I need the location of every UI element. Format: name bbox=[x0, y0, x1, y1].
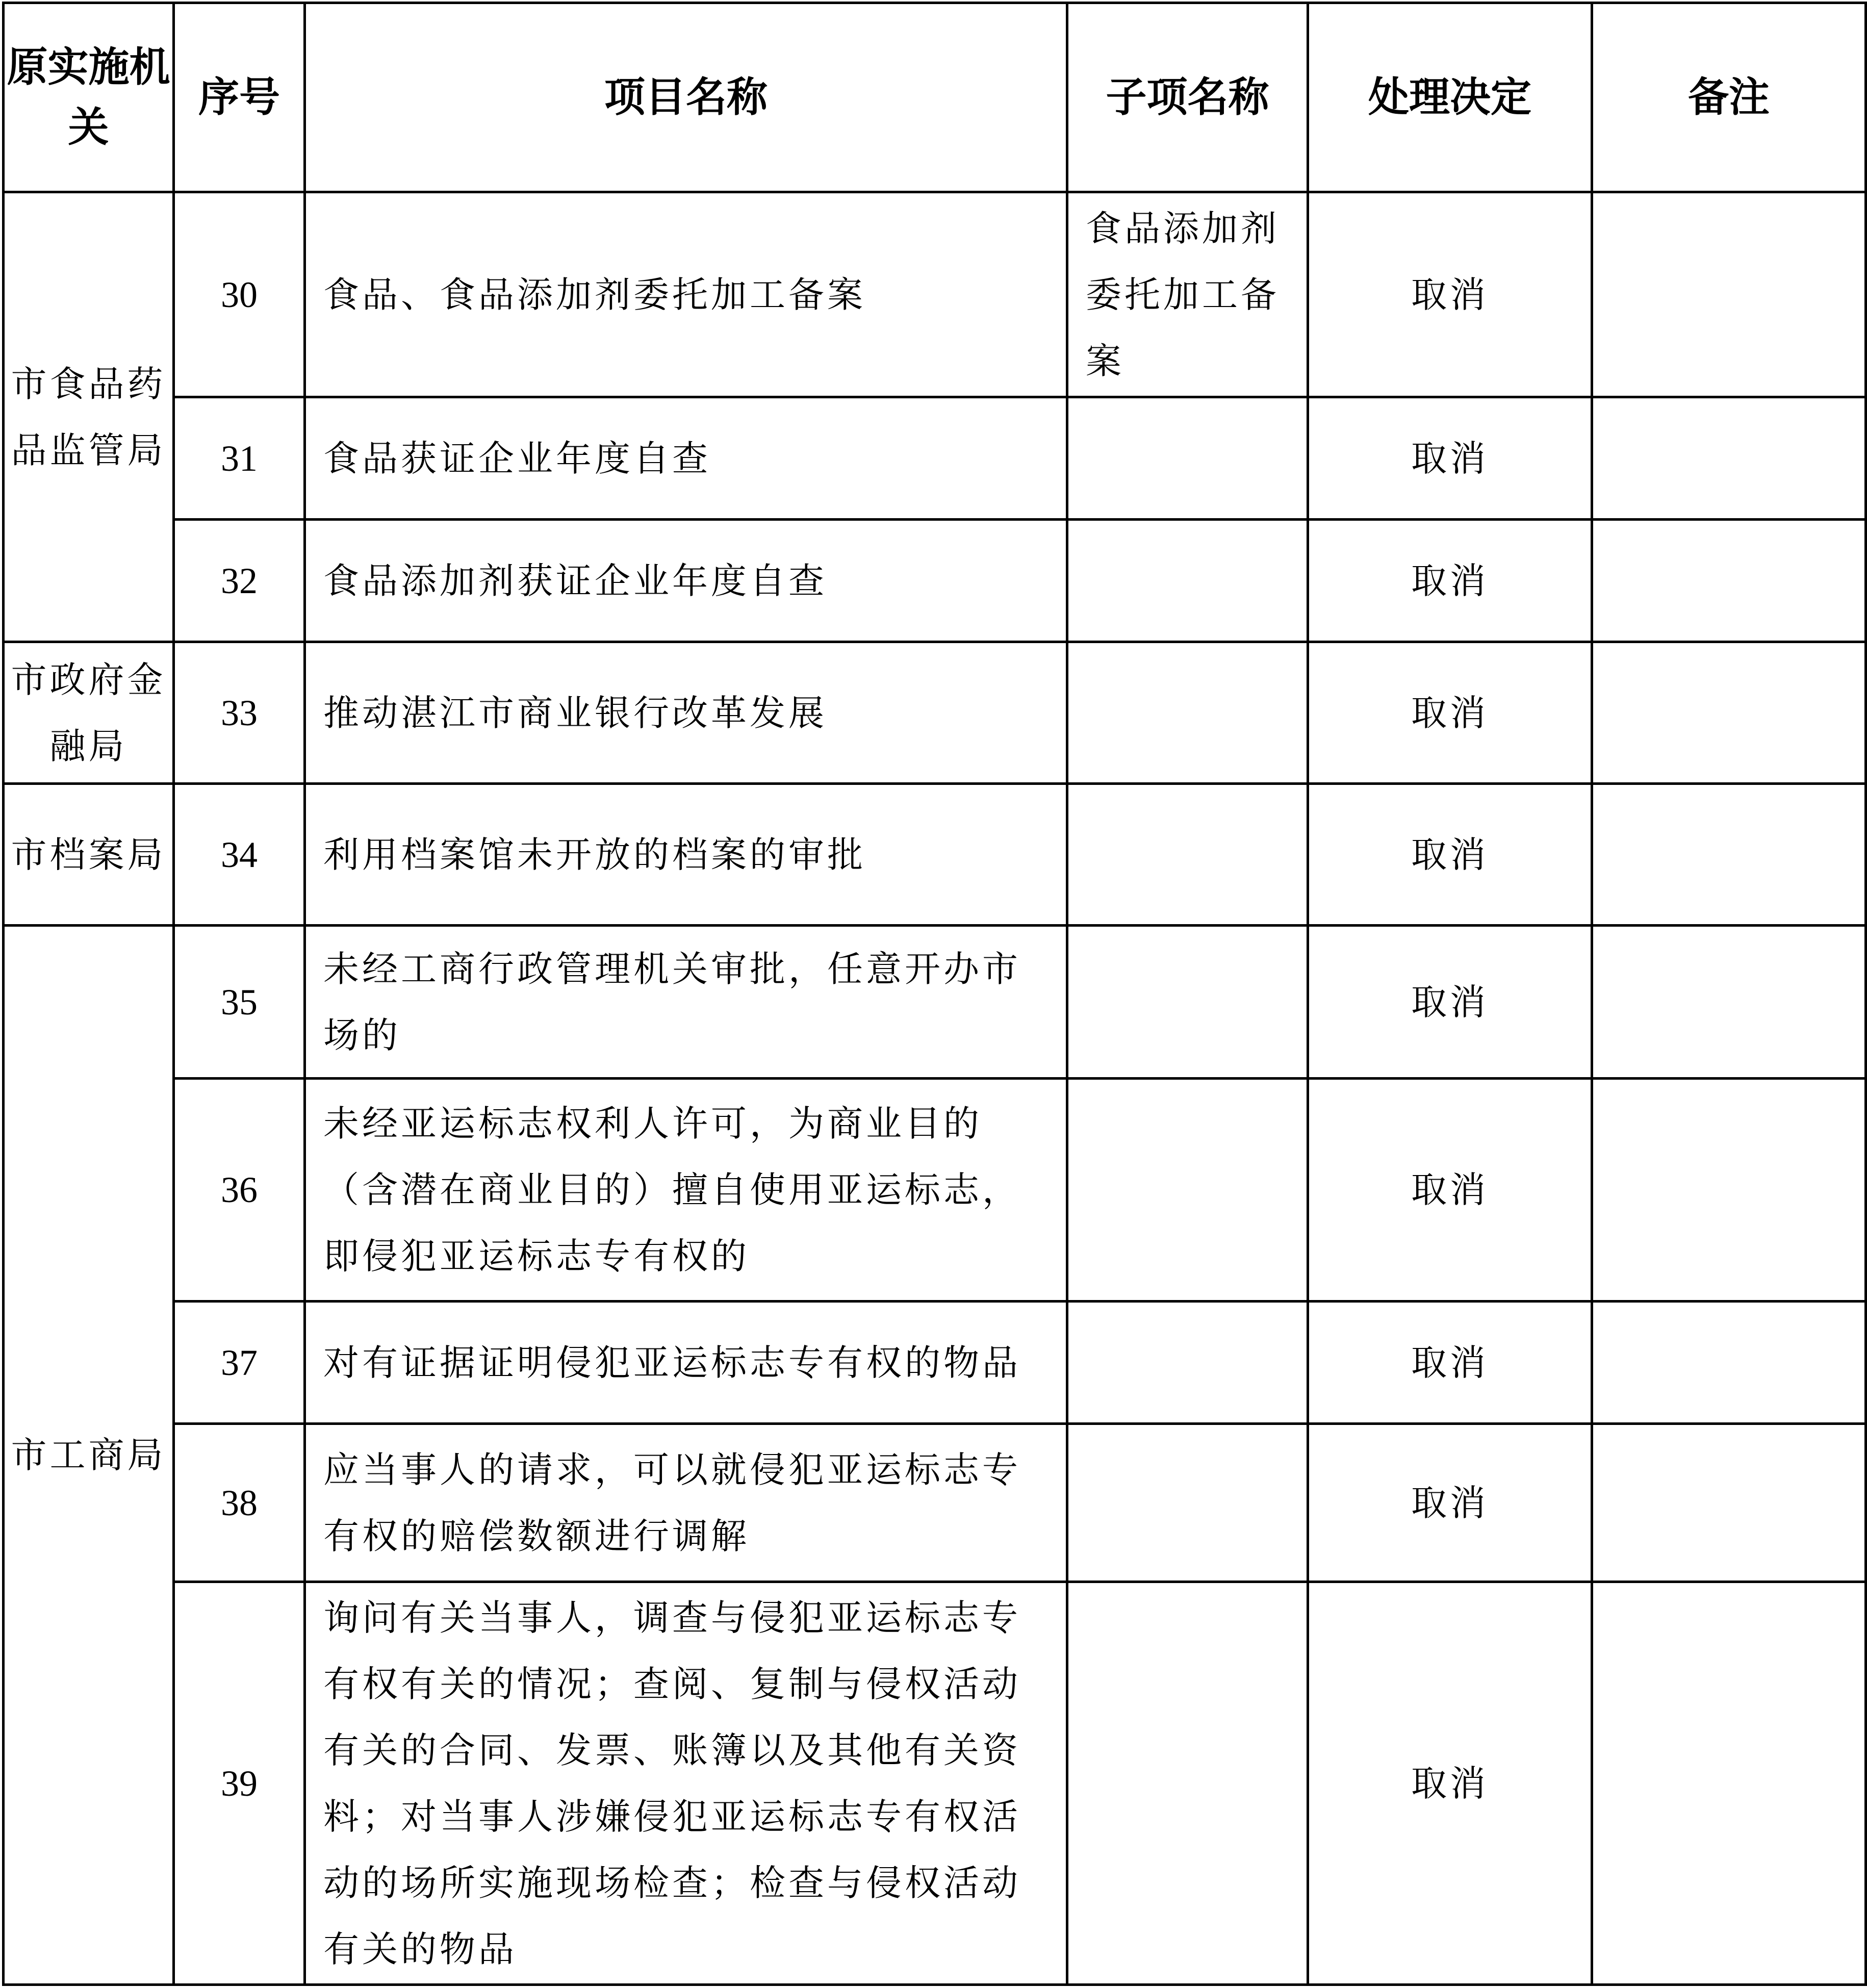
items-table bbox=[2, 2, 1867, 1986]
row-number: 37 bbox=[174, 1302, 305, 1424]
header-item-name: 项目名称 bbox=[305, 3, 1067, 192]
item-name: 利用档案馆未开放的档案的审批 bbox=[305, 784, 1067, 926]
note bbox=[1592, 1424, 1866, 1582]
item-name: 食品添加剂获证企业年度自查 bbox=[305, 520, 1067, 642]
subitem-name bbox=[1067, 1424, 1308, 1582]
agency-cell: 市政府金融局 bbox=[4, 642, 174, 784]
note bbox=[1592, 1302, 1866, 1424]
item-name: 询问有关当事人，调查与侵犯亚运标志专有权有关的情况；查阅、复制与侵权活动有关的合同、发票、账簿以及其他有关资料；对当事人涉嫌侵犯亚运标志专有权活动的场所实施现场检查；检查与侵权活动有关的物品 bbox=[305, 1582, 1067, 1985]
note bbox=[1592, 1079, 1866, 1302]
row-number: 31 bbox=[174, 397, 305, 520]
subitem-name bbox=[1067, 520, 1308, 642]
row-number: 33 bbox=[174, 642, 305, 784]
row-number: 35 bbox=[174, 926, 305, 1079]
note bbox=[1592, 1582, 1866, 1985]
header-agency: 原实施机关 bbox=[4, 3, 174, 192]
subitem-name bbox=[1067, 1582, 1308, 1985]
item-name: 未经亚运标志权利人许可，为商业目的（含潜在商业目的）擅自使用亚运标志，即侵犯亚运标志专有权的 bbox=[305, 1079, 1067, 1302]
decision: 取消 bbox=[1308, 520, 1592, 642]
header-note: 备注 bbox=[1592, 3, 1866, 192]
decision: 取消 bbox=[1308, 1424, 1592, 1582]
row-number: 30 bbox=[174, 192, 305, 397]
subitem-name bbox=[1067, 642, 1308, 784]
table-row bbox=[4, 1302, 1866, 1424]
item-name: 对有证据证明侵犯亚运标志专有权的物品 bbox=[305, 1302, 1067, 1424]
header-subitem-name: 子项名称 bbox=[1067, 3, 1308, 192]
table-row bbox=[4, 520, 1866, 642]
item-name: 推动湛江市商业银行改革发展 bbox=[305, 642, 1067, 784]
subitem-name bbox=[1067, 1302, 1308, 1424]
decision: 取消 bbox=[1308, 1582, 1592, 1985]
decision: 取消 bbox=[1308, 642, 1592, 784]
header-decision: 处理决定 bbox=[1308, 3, 1592, 192]
item-name: 食品、食品添加剂委托加工备案 bbox=[305, 192, 1067, 397]
decision: 取消 bbox=[1308, 192, 1592, 397]
header-row bbox=[4, 3, 1866, 192]
subitem-name bbox=[1067, 397, 1308, 520]
note bbox=[1592, 784, 1866, 926]
note bbox=[1592, 520, 1866, 642]
note bbox=[1592, 926, 1866, 1079]
row-number: 38 bbox=[174, 1424, 305, 1582]
table-row bbox=[4, 1424, 1866, 1582]
table-row bbox=[4, 926, 1866, 1079]
note bbox=[1592, 397, 1866, 520]
decision: 取消 bbox=[1308, 397, 1592, 520]
agency-cell: 市工商局 bbox=[4, 926, 174, 1985]
table-row bbox=[4, 642, 1866, 784]
decision: 取消 bbox=[1308, 1302, 1592, 1424]
item-name: 未经工商行政管理机关审批，任意开办市场的 bbox=[305, 926, 1067, 1079]
note bbox=[1592, 642, 1866, 784]
note bbox=[1592, 192, 1866, 397]
agency-cell: 市食品药品监管局 bbox=[4, 192, 174, 642]
table-row bbox=[4, 192, 1866, 397]
decision: 取消 bbox=[1308, 926, 1592, 1079]
subitem-name bbox=[1067, 926, 1308, 1079]
item-name: 食品获证企业年度自查 bbox=[305, 397, 1067, 520]
decision: 取消 bbox=[1308, 1079, 1592, 1302]
header-number: 序号 bbox=[174, 3, 305, 192]
table-row bbox=[4, 784, 1866, 926]
subitem-name bbox=[1067, 1079, 1308, 1302]
row-number: 36 bbox=[174, 1079, 305, 1302]
table-row bbox=[4, 397, 1866, 520]
table-row bbox=[4, 1582, 1866, 1985]
decision: 取消 bbox=[1308, 784, 1592, 926]
agency-cell: 市档案局 bbox=[4, 784, 174, 926]
table-row bbox=[4, 1079, 1866, 1302]
subitem-name: 食品添加剂委托加工备案 bbox=[1067, 192, 1308, 397]
row-number: 32 bbox=[174, 520, 305, 642]
row-number: 39 bbox=[174, 1582, 305, 1985]
item-name: 应当事人的请求，可以就侵犯亚运标志专有权的赔偿数额进行调解 bbox=[305, 1424, 1067, 1582]
row-number: 34 bbox=[174, 784, 305, 926]
subitem-name bbox=[1067, 784, 1308, 926]
